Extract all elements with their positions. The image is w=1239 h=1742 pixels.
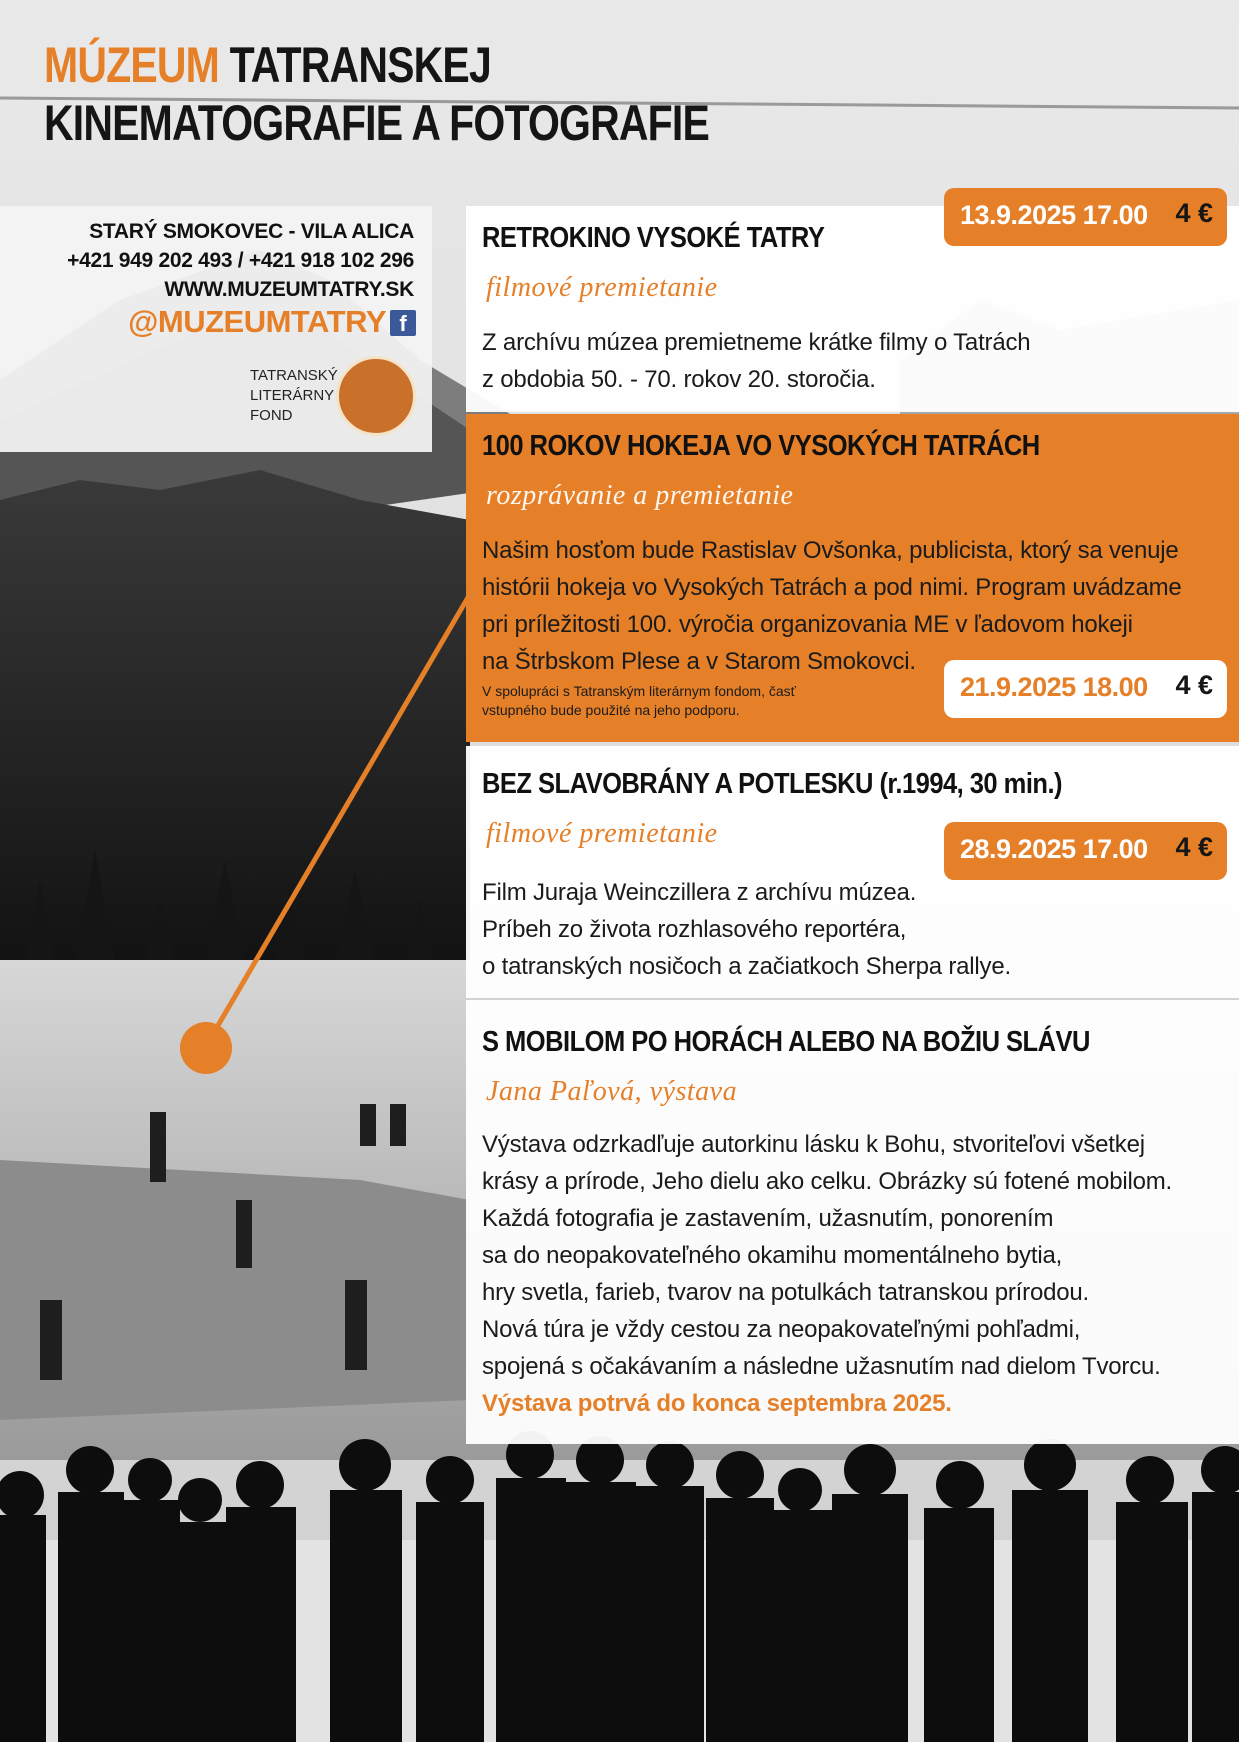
event-date-badge (944, 188, 1227, 246)
description-line: Každá fotografia je zastavením, užasnutím, ponorením (482, 1205, 1054, 1232)
event-subtitle: filmové premietanie (486, 818, 718, 849)
note-line: V spolupráci s Tatranským literárnym fondom, časť (482, 683, 796, 699)
event-subtitle: Jana Paľová, výstava (486, 1076, 738, 1107)
description-line: Príbeh zo života rozhlasového reportéra, (482, 916, 907, 943)
description-line: spojená s očakávaním a následne užasnutím nad dielom Tvorcu. (482, 1353, 1161, 1380)
fund-line: LITERÁRNY (250, 387, 335, 404)
page-title (44, 36, 709, 152)
event-date-badge (944, 660, 1227, 718)
title-accent: MÚZEUM (44, 37, 220, 93)
event-subtitle: filmové premietanie (486, 272, 718, 303)
event-description (482, 324, 1030, 398)
fund-label (250, 366, 338, 426)
website-link[interactable]: WWW.MUZEUMTATRY.SK (164, 278, 414, 301)
event-description (482, 1126, 1172, 1422)
fund-line: TATRANSKÝ (250, 367, 338, 384)
event-price: 4 € (1175, 198, 1213, 228)
description-line: o tatranských nosičoch a začiatkoch Sherpa rallye. (482, 953, 1011, 980)
description-line: Nová túra je vždy cestou za neopakovateľnými pohľadmi, (482, 1316, 1081, 1343)
event-description (482, 532, 1182, 680)
description-line: Našim hosťom bude Rastislav Ovšonka, publicista, ktorý sa venuje (482, 537, 1179, 564)
event-description (482, 874, 1011, 985)
exhibition-end-note: Výstava potrvá do konca septembra 2025. (482, 1390, 952, 1417)
event-date: 13.9.2025 17.00 (960, 200, 1148, 230)
description-line: histórii hokeja vo Vysokých Tatrách a pod nimi. Program uvádzame (482, 574, 1182, 601)
description-line: sa do neopakovateľného okamihu momentálneho bytia, (482, 1242, 1063, 1269)
event-note (482, 682, 796, 720)
address: STARÝ SMOKOVEC - VILA ALICA (89, 220, 414, 243)
museum-logo-icon (336, 356, 416, 436)
event-title: BEZ SLAVOBRÁNY A POTLESKU (r.1994, 30 min.) (482, 768, 1062, 800)
description-line: hry svetla, farieb, tvarov na potulkách tatranskou prírodou. (482, 1279, 1089, 1306)
event-date: 21.9.2025 18.00 (960, 672, 1148, 702)
event-title: 100 ROKOV HOKEJA VO VYSOKÝCH TATRÁCH (482, 430, 1040, 462)
event-title: S MOBILOM PO HORÁCH ALEBO NA BOŽIU SLÁVU (482, 1026, 1090, 1058)
social-handle[interactable]: @MUZEUMTATRY (128, 304, 386, 339)
event-price: 4 € (1175, 832, 1213, 862)
phone-numbers: +421 949 202 493 / +421 918 102 296 (67, 249, 414, 272)
event-date: 28.9.2025 17.00 (960, 834, 1148, 864)
facebook-icon[interactable]: f (390, 310, 416, 336)
contact-info-box (0, 206, 432, 452)
event-subtitle: rozprávanie a premietanie (486, 480, 794, 511)
description-line: na Štrbskom Plese a v Starom Smokovci. (482, 648, 916, 675)
fund-line: FOND (250, 407, 293, 424)
title-line1-rest: TATRANSKEJ (229, 37, 491, 93)
description-line: krásy a prírode, Jeho dielu ako celku. Obrázky sú fotené mobilom. (482, 1168, 1173, 1195)
event-date-badge (944, 822, 1227, 880)
event-price: 4 € (1175, 670, 1213, 700)
event-title: RETROKINO VYSOKÉ TATRY (482, 222, 825, 254)
description-line: z obdobia 50. - 70. rokov 20. storočia. (482, 366, 876, 393)
description-line: pri príležitosti 100. výročia organizovania ME v ľadovom hokeji (482, 611, 1133, 638)
title-line2: KINEMATOGRAFIE A FOTOGRAFIE (44, 95, 709, 151)
description-line: Film Juraja Weinczillera z archívu múzea. (482, 879, 917, 906)
description-line: Výstava odzrkadľuje autorkinu lásku k Bohu, stvoriteľovi všetkej (482, 1131, 1145, 1158)
note-line: vstupného bude použité na jeho podporu. (482, 702, 740, 718)
event-s-mobilom (466, 1000, 1239, 1444)
description-line: Z archívu múzea premietneme krátke filmy o Tatrách (482, 329, 1031, 356)
